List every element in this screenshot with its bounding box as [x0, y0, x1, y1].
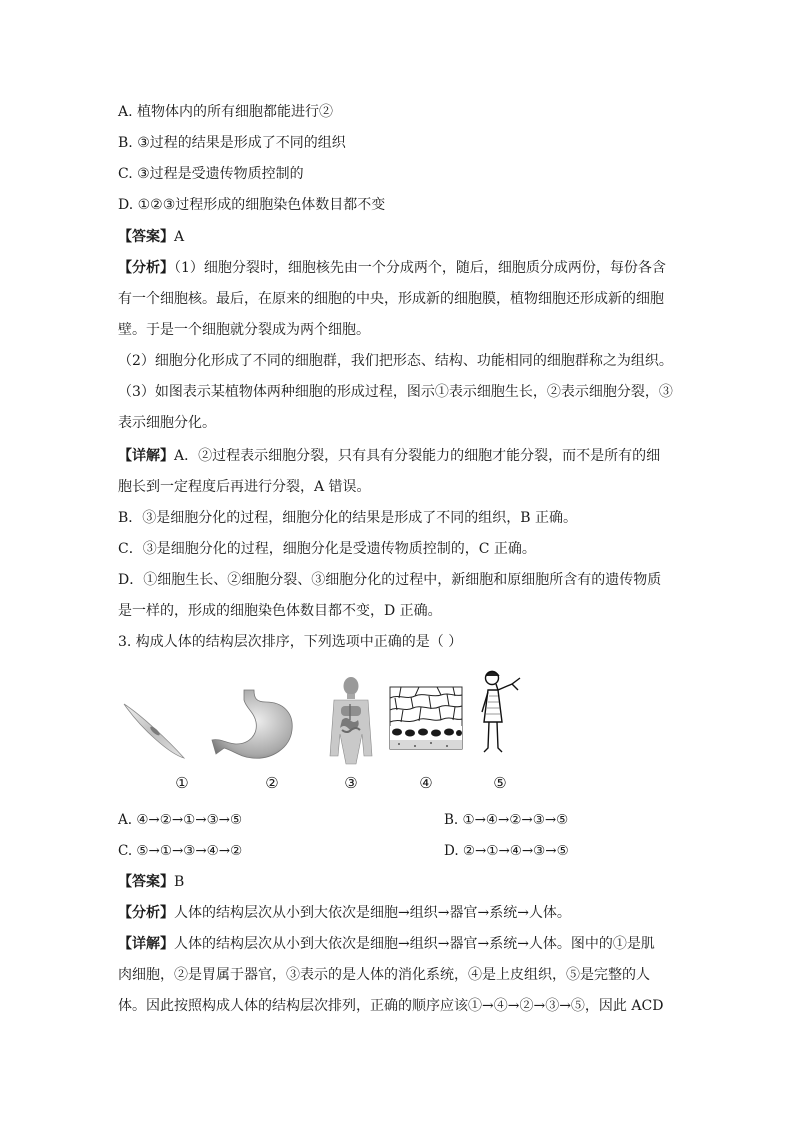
figure-label-3: ③	[344, 774, 358, 792]
q2-option-b: B. ③过程的结果是形成了不同的组织	[118, 135, 346, 151]
human-figure-illustration	[478, 668, 524, 766]
analysis-text: （1）细胞分裂时，细胞核先由一个分成两个，随后，细胞质分成两份，每份各含	[174, 260, 666, 276]
answer-value: B	[174, 874, 185, 890]
figure-label-1: ①	[175, 774, 189, 792]
q2-detail-line-4: C．③是细胞分化的过程，细胞分化是受遗传物质控制的，C 正确。	[118, 541, 536, 557]
analysis-label: 【分析】	[118, 260, 174, 276]
q3-option-d: D. ②→①→④→③→⑤	[444, 843, 569, 859]
answer-label: 【答案】	[118, 229, 174, 245]
q3-option-a: A. ④→②→①→③→⑤	[118, 812, 243, 828]
q3-detail-line-2: 肉细胞，②是胃属于器官，③表示的是人体的消化系统，④是上皮组织，⑤是完整的人	[118, 967, 650, 983]
q2-detail-line-6: 是一样的，形成的细胞染色体数目都不变，D 正确。	[118, 603, 442, 619]
q2-detail-line-3: B．③是细胞分化的过程，细胞分化的结果是形成了不同的组织，B 正确。	[118, 510, 578, 526]
detail-text: A．②过程表示细胞分裂，只有具有分裂能力的细胞才能分裂，而不是所有的细	[174, 448, 661, 464]
q2-detail-line-5: D．①细胞生长、②细胞分裂、③细胞分化的过程中，新细胞和原细胞所含有的遗传物质	[118, 572, 662, 588]
q2-detail-line-1	[118, 446, 660, 466]
q2-analysis-line-3: 壁。于是一个细胞就分裂成为两个细胞。	[118, 322, 370, 338]
figure-label-2: ②	[265, 774, 279, 792]
q3-stem: 3. 构成人体的结构层次排序，下列选项中正确的是（ ）	[118, 634, 463, 650]
epithelial-tissue-illustration	[389, 686, 463, 750]
figure-label-4: ④	[419, 774, 433, 792]
q2-analysis-line-1	[118, 258, 666, 278]
q2-detail-line-2: 胞长到一定程度后再进行分裂，A 错误。	[118, 479, 371, 495]
detail-label: 【详解】	[118, 936, 174, 952]
digestive-system-illustration	[326, 676, 376, 766]
answer-value: A	[174, 229, 185, 245]
q2-option-d: D. ①②③过程形成的细胞染色体数目都不变	[118, 197, 386, 213]
q2-analysis-line-6: 表示细胞分化。	[118, 415, 216, 431]
q3-detail-line-3: 体。因此按照构成人体的结构层次排列，正确的顺序应该①→④→②→③→⑤，因此 ACD	[118, 998, 664, 1014]
q2-option-a: A. 植物体内的所有细胞都能进行②	[118, 104, 334, 120]
analysis-text: 人体的结构层次从小到大依次是细胞→组织→器官→系统→人体。	[174, 905, 571, 921]
q2-analysis-line-4: （2）细胞分化形成了不同的细胞群，我们把形态、结构、功能相同的细胞群称之为组织。	[118, 353, 673, 369]
q2-option-c: C. ③过程是受遗传物质控制的	[118, 166, 304, 182]
answer-label: 【答案】	[118, 874, 174, 890]
analysis-label: 【分析】	[118, 905, 174, 921]
q3-answer	[118, 872, 184, 892]
q3-detail-line-1	[118, 934, 655, 954]
q2-answer	[118, 227, 184, 247]
detail-text: 人体的结构层次从小到大依次是细胞→组织→器官→系统→人体。图中的①是肌	[174, 936, 655, 952]
q3-analysis	[118, 903, 571, 923]
q2-analysis-line-5: （3）如图表示某植物体两种细胞的形成过程，图示①表示细胞生长，②表示细胞分裂，③	[118, 384, 673, 400]
q2-analysis-line-2: 有一个细胞核。最后，在原来的细胞的中央，形成新的细胞膜，植物细胞还形成新的细胞	[118, 291, 664, 307]
detail-label: 【详解】	[118, 448, 174, 464]
q3-option-c: C. ⑤→①→③→④→②	[118, 843, 243, 859]
muscle-cell-illustration	[120, 700, 188, 762]
stomach-illustration	[210, 688, 296, 764]
figure-label-5: ⑤	[493, 774, 507, 792]
q3-option-b: B. ①→④→②→③→⑤	[444, 812, 569, 828]
